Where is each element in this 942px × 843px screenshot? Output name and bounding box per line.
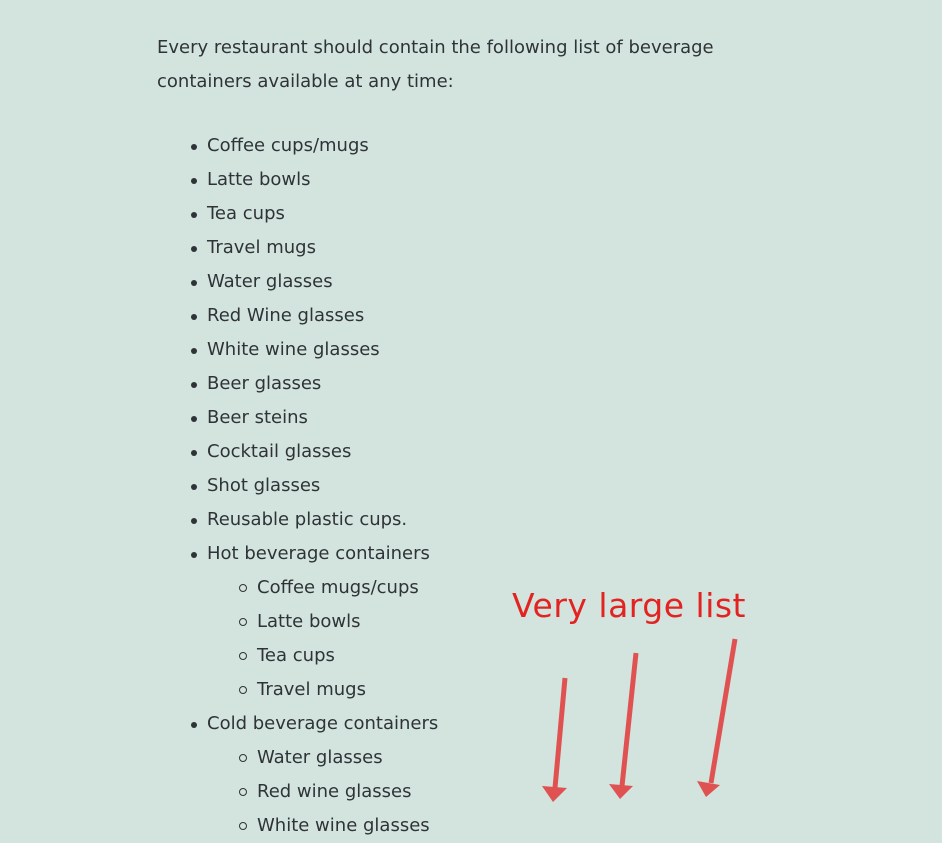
bullet-icon: [191, 552, 197, 558]
hollow-bullet-icon: [239, 652, 247, 660]
list-item-cold-beverage-containers: [157, 707, 757, 843]
annotation-label: Very large list: [512, 586, 746, 625]
list-item-label: Travel mugs: [207, 237, 316, 258]
hollow-bullet-icon: [239, 584, 247, 592]
list-item-label: Beer glasses: [207, 373, 322, 394]
list-item-label: White wine glasses: [207, 339, 380, 360]
list-item-label: Latte bowls: [207, 169, 311, 190]
list-item: [157, 333, 757, 367]
article-content: [157, 31, 757, 843]
list-item-label: Shot glasses: [207, 475, 321, 496]
list-item: [157, 367, 757, 401]
sub-list-item: [207, 809, 757, 843]
sub-list-item: [207, 639, 757, 673]
bullet-icon: [191, 144, 197, 150]
list-item-label: Red Wine glasses: [207, 305, 365, 326]
sub-list-item-label: Coffee mugs/cups: [257, 577, 419, 598]
list-item: [157, 163, 757, 197]
list-item-label: Coffee cups/mugs: [207, 135, 369, 156]
sub-list-item: [207, 741, 757, 775]
sub-list-item-label: Tea cups: [257, 645, 335, 666]
beverage-container-list: [157, 129, 757, 843]
list-item-label: Tea cups: [207, 203, 285, 224]
bullet-icon: [191, 416, 197, 422]
hollow-bullet-icon: [239, 754, 247, 762]
sub-list-item-label: Travel mugs: [257, 679, 366, 700]
hollow-bullet-icon: [239, 618, 247, 626]
list-item-label: Water glasses: [207, 271, 333, 292]
list-item-label: Reusable plastic cups.: [207, 509, 408, 530]
bullet-icon: [191, 178, 197, 184]
list-item: [157, 299, 757, 333]
list-item: [157, 265, 757, 299]
bullet-icon: [191, 382, 197, 388]
list-item-label: Cold beverage containers: [207, 713, 439, 734]
list-item-label: Beer steins: [207, 407, 308, 428]
intro-paragraph: Every restaurant should contain the following list of beverage containers available at any time:: [157, 37, 714, 92]
sub-list-item: [207, 673, 757, 707]
bullet-icon: [191, 518, 197, 524]
bullet-icon: [191, 314, 197, 320]
list-item: [157, 197, 757, 231]
cold-beverage-sublist: [207, 741, 757, 843]
hollow-bullet-icon: [239, 788, 247, 796]
sub-list-item-label: White wine glasses: [257, 815, 430, 836]
sub-list-item: [207, 775, 757, 809]
list-item: [157, 503, 757, 537]
sub-list-item-label: Red wine glasses: [257, 781, 412, 802]
list-item-label: Hot beverage containers: [207, 543, 430, 564]
bullet-icon: [191, 246, 197, 252]
list-item: [157, 129, 757, 163]
bullet-icon: [191, 212, 197, 218]
sub-list-item-label: Latte bowls: [257, 611, 361, 632]
bullet-icon: [191, 450, 197, 456]
hollow-bullet-icon: [239, 686, 247, 694]
list-item: [157, 401, 757, 435]
bullet-icon: [191, 280, 197, 286]
list-item: [157, 231, 757, 265]
list-item-label: Cocktail glasses: [207, 441, 352, 462]
bullet-icon: [191, 348, 197, 354]
list-item: [157, 469, 757, 503]
list-item: [157, 435, 757, 469]
bullet-icon: [191, 722, 197, 728]
bullet-icon: [191, 484, 197, 490]
sub-list-item-label: Water glasses: [257, 747, 383, 768]
